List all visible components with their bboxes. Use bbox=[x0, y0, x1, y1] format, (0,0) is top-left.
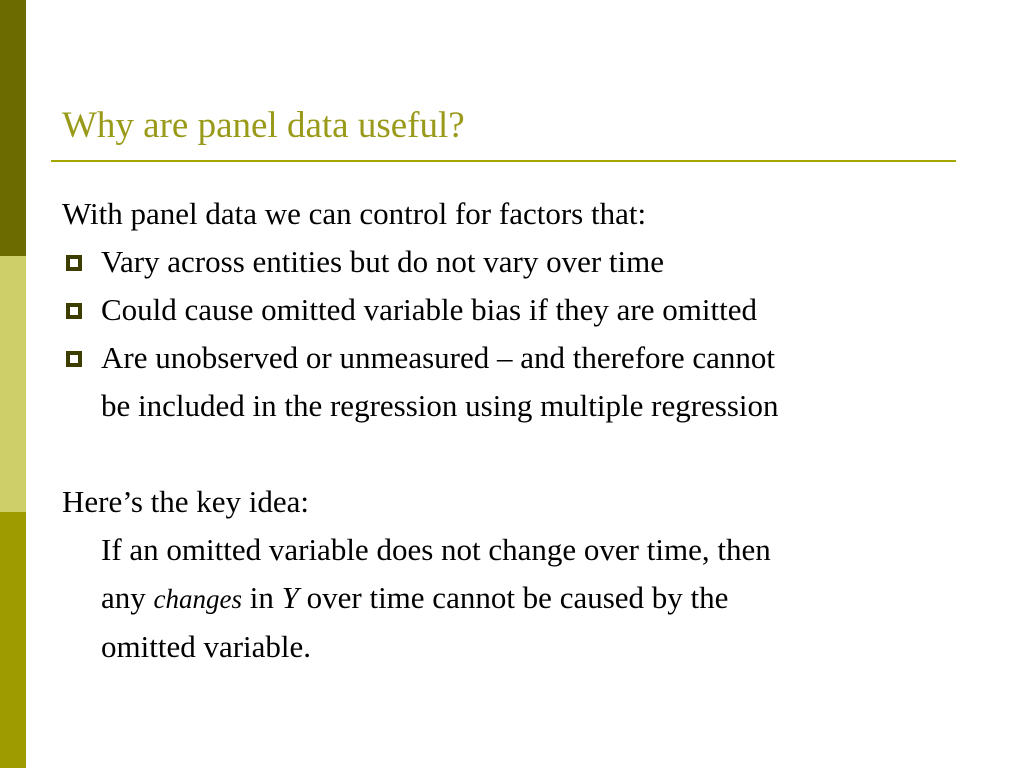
emphasized-word-changes: changes bbox=[153, 584, 242, 614]
bullet-item bbox=[62, 238, 962, 286]
key-idea-text: in bbox=[242, 580, 282, 615]
slide-body bbox=[62, 190, 962, 671]
left-accent-band-top bbox=[0, 0, 26, 256]
left-accent-band-bottom bbox=[0, 512, 26, 768]
key-idea-line-1: If an omitted variable does not change over time, then bbox=[101, 532, 771, 567]
key-idea-line-3: omitted variable. bbox=[101, 629, 312, 664]
variable-y: Y bbox=[281, 580, 299, 615]
spacer bbox=[62, 430, 962, 478]
key-idea-text: over time cannot be caused by the bbox=[298, 580, 729, 615]
title-divider bbox=[51, 160, 956, 162]
bullet-item bbox=[62, 286, 962, 334]
hollow-square-bullet-icon bbox=[66, 303, 82, 319]
slide-title: Why are panel data useful? bbox=[62, 105, 465, 146]
hollow-square-bullet-icon bbox=[66, 255, 82, 271]
bullet-text: Could cause omitted variable bias if they are omitted bbox=[101, 292, 757, 327]
key-idea-heading: Here’s the key idea: bbox=[62, 484, 310, 519]
hollow-square-bullet-icon bbox=[66, 351, 82, 367]
left-accent-band-middle bbox=[0, 256, 26, 512]
bullet-text-continuation: be included in the regression using multiple regression bbox=[101, 388, 779, 423]
intro-text: With panel data we can control for factors that: bbox=[62, 196, 647, 231]
bullet-text: Are unobserved or unmeasured – and therefore cannot bbox=[101, 340, 775, 375]
bullet-item bbox=[62, 334, 962, 430]
key-idea-text: any bbox=[101, 580, 154, 615]
key-idea-line-2 bbox=[62, 574, 962, 623]
bullet-text: Vary across entities but do not vary over time bbox=[101, 244, 665, 279]
